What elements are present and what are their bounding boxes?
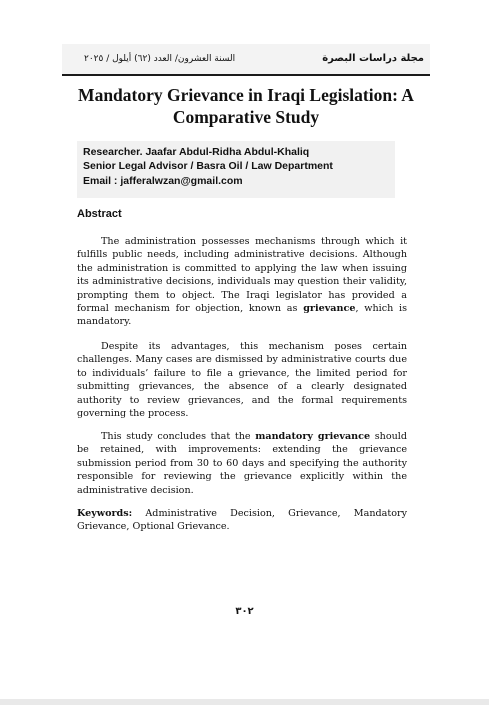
researcher-label: Researcher.: [83, 146, 143, 158]
abstract-heading: Abstract: [77, 208, 122, 220]
p1-text-a: The administration possesses mechanisms through which it fulfills public needs, including administrative decisions. Although the administration is committed to applying the law when issuing its administrative decisions, individuals may question their validity, prompting them to object. The Iraqi legislator has provided a formal mechanism for objection, known as: [77, 236, 407, 315]
abstract-paragraph-1: [77, 235, 407, 329]
researcher-name: Jaafar Abdul-Ridha Abdul-Khaliq: [145, 146, 310, 158]
p1-bold-term: grievance: [303, 303, 356, 315]
page-bottom-edge: [0, 699, 489, 705]
author-info-box: [77, 141, 395, 198]
p1-text-b: , which is mandatory.: [77, 303, 407, 328]
running-header: [62, 44, 430, 74]
abstract-paragraph-3: [77, 430, 407, 497]
author-position: Senior Legal Advisor / Basra Oil / Law Department: [83, 160, 333, 172]
page-number: ٣٠٢: [235, 606, 254, 617]
p3-bold-term: mandatory grievance: [255, 431, 371, 442]
keywords-label: Keywords:: [77, 508, 133, 519]
keywords-list: Administrative Decision, Grievance, Mandatory Grievance, Optional Grievance.: [77, 508, 407, 533]
abstract-paragraph-2: Despite its advantages, this mechanism poses certain challenges. Many cases are dismissed by administrative courts due to individuals’ failure to file a grievance, the limited period for submitting grievances, the absence of a clearly designated authority to review grievances, and the formal requirements governing the process.: [77, 341, 407, 420]
issue-info: السنة العشرون/ العدد (٦٢) أيلول / ٢٠٢٥: [84, 54, 236, 64]
researcher-line: [83, 146, 309, 158]
keywords-paragraph: [77, 507, 407, 534]
header-divider: [62, 74, 430, 76]
p3-text-a: This study concludes that the: [101, 431, 256, 442]
paper-title: Mandatory Grievance in Iraqi Legislation: A Comparative Study: [78, 85, 414, 127]
author-email: Email : jafferalwzan@gmail.com: [83, 175, 243, 187]
journal-name: مجلة دراسات البصرة: [322, 53, 424, 64]
p3-text-b: should be retained, with improvements: extending the grievance submission period from 30 to 60 days and specifying the authority responsible for reviewing the grievance explicitly within the administrative decision.: [77, 431, 407, 496]
